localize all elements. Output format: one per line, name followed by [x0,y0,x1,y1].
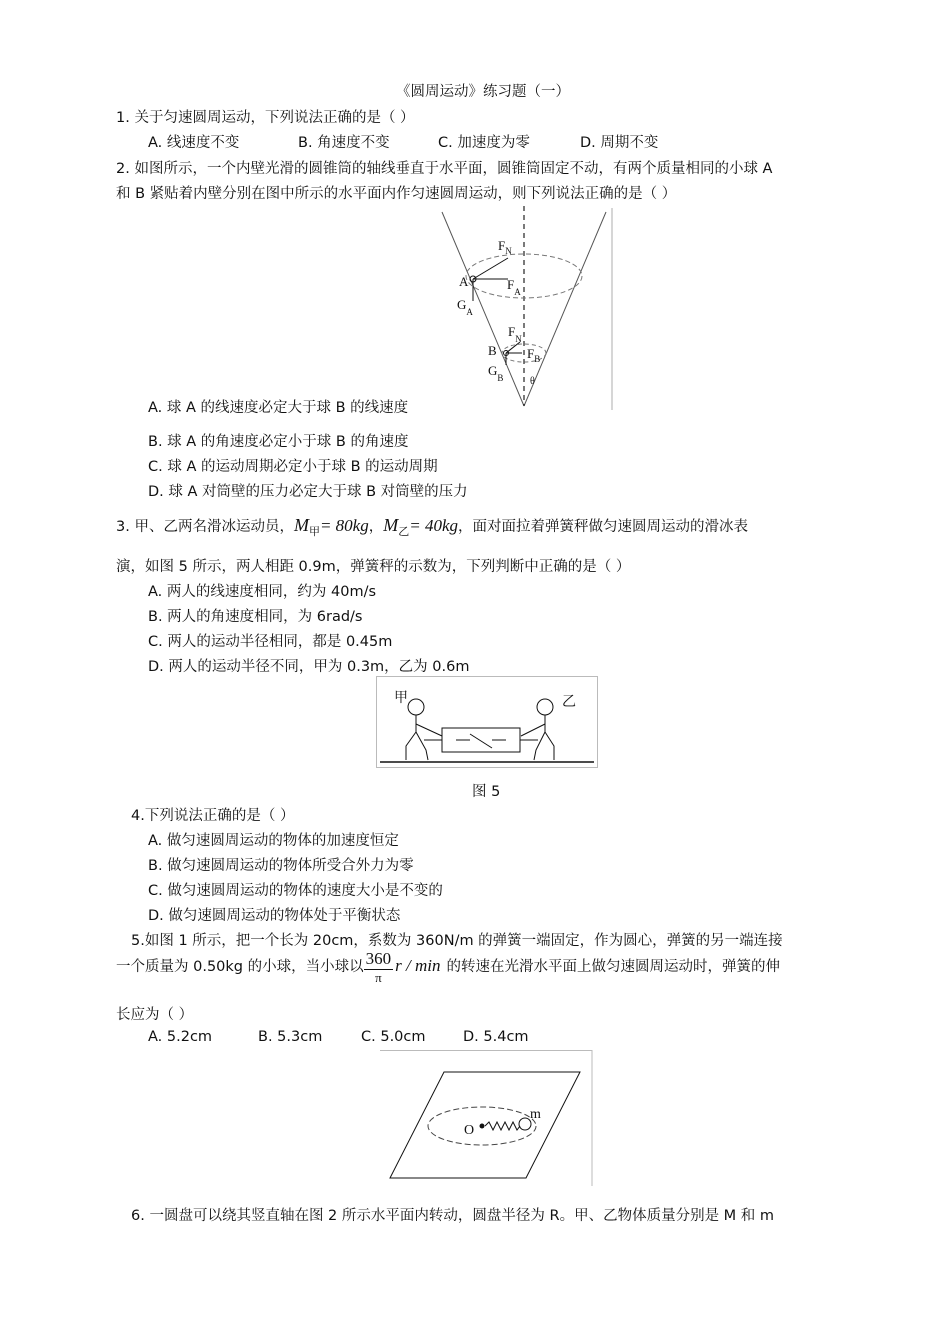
q1-option-a: A. 线速度不变 [148,135,240,151]
q1-option-b: B. 角速度不变 [298,135,390,151]
q4-option-c: C. 做匀速圆周运动的物体的速度大小是不变的 [148,883,443,899]
q6-stem-line1: 6. 一圆盘可以绕其竖直轴在图 2 所示水平面内转动，圆盘半径为 R。甲、乙物体质量分别是 M 和 m [131,1208,775,1224]
skater-jia-arm [416,724,442,736]
cone-right-wall [524,212,606,406]
q3-option-b: B. 两人的角速度相同，为 6rad/s [148,609,363,625]
q2-option-a: A. 球 A 的线速度必定大于球 B 的线速度 [148,400,409,416]
q3-suffix: ，面对面拉着弹簧秤做匀速圆周运动的滑冰表 [458,519,749,535]
q4-stem: 4.下列说法正确的是（ ） [131,808,295,824]
label-theta: θ [530,376,535,387]
q2-option-b: B. 球 A 的角速度必定小于球 B 的角速度 [148,434,409,450]
q2-option-d: D. 球 A 对筒壁的压力必定大于球 B 对筒壁的压力 [148,484,468,500]
q5-stem-line2 [116,948,780,986]
label-a: A [459,274,469,289]
label-gb: $G_B$ [488,363,504,383]
q1-option-d: D. 周期不变 [580,135,659,151]
label-o: O [464,1123,475,1138]
spring-coil [485,1122,520,1130]
label-ga: $G_A$ [457,297,473,317]
q1-stem: 1. 关于匀速圆周运动，下列说法正确的是（ ） [116,110,415,126]
page-title: 《圆周运动》练习题（一） [396,84,570,100]
mass-symbol-jia: M [293,515,309,535]
label-fn-a: $F_N$ [498,238,512,256]
skater-yi-body [545,715,554,760]
mass-subscript-yi: 乙 [398,525,410,538]
skaters-diagram [376,676,598,768]
label-fb: $F_B$ [527,346,541,364]
skater-yi-arm [521,724,545,736]
skater-jia-head [408,699,424,715]
figure-5-caption: 图 5 [472,784,501,800]
rotation-unit: r / min [395,956,441,975]
spring-scale-needle [470,734,492,748]
q3-comma: ， [368,519,384,535]
label-jia: 甲 [394,691,408,706]
q4-option-d: D. 做匀速圆周运动的物体处于平衡状态 [148,908,401,924]
q3-stem-line1 [116,515,748,539]
center-point [480,1124,485,1129]
q3-prefix: 3. 甲、乙两名滑冰运动员， [116,519,294,535]
q3-stem-line2: 演，如图 5 所示，两人相距 0.9m，弹簧秤的示数为，下列判断中正确的是（ ） [116,559,631,575]
q1-option-c: C. 加速度为零 [438,135,530,151]
spring-scale-body [442,728,520,752]
label-fa: $F_A$ [507,277,521,297]
mass-value-jia: = 80kg [319,516,369,535]
q4-option-b: B. 做匀速圆周运动的物体所受合外力为零 [148,858,414,874]
horizontal-plane [390,1072,580,1178]
mass-symbol-yi: M [383,515,399,535]
skater-jia-body [406,715,416,760]
label-m: m [530,1107,541,1122]
mass-subscript-jia: 甲 [308,525,320,538]
q5-stem-line3: 长应为（ ） [116,1007,194,1023]
fraction-denominator: π [375,969,382,985]
label-yi: 乙 [562,695,576,710]
q5-stem-line1: 5.如图 1 所示，把一个长为 20cm，系数为 360N/m 的弹簧一端固定，作为圆心，弹簧的另一端连接 [131,933,783,949]
q2-stem-line2: 和 B 紧贴着内壁分别在图中所示的水平面内作匀速圆周运动，则下列说法正确的是（ ） [116,186,677,202]
cone-diagram [438,206,614,412]
figure-border [377,677,598,768]
label-fn-b: $F_N$ [508,324,522,344]
q3-option-a: A. 两人的线速度相同，约为 40m/s [148,584,377,600]
skater-yi-leg [534,732,545,760]
q5-line2-end: 的转速在光滑水平面上做匀速圆周运动时，弹簧的伸 [446,959,780,975]
mass-value-yi: = 40kg [409,516,459,535]
cone-left-wall [442,212,524,406]
q5-option-c: C. 5.0cm [361,1029,426,1045]
skater-jia-leg [416,732,428,760]
q5-option-a: A. 5.2cm [148,1029,213,1045]
q5-line2-start: 一个质量为 0.50kg 的小球，当小球以 [116,959,364,975]
arrow-fn-a [473,258,508,279]
q2-option-c: C. 球 A 的运动周期必定小于球 B 的运动周期 [148,459,438,475]
q5-option-b: B. 5.3cm [258,1029,323,1045]
spring-plane-diagram [380,1050,594,1186]
q3-option-d: D. 两人的运动半径不同，甲为 0.3m，乙为 0.6m [148,659,470,675]
fraction-numerator: 360 [365,948,392,968]
rotation-fraction [364,949,394,986]
q5-option-d: D. 5.4cm [463,1029,529,1045]
skater-yi-head [537,699,553,715]
label-b: B [488,343,497,358]
q3-option-c: C. 两人的运动半径相同，都是 0.45m [148,634,393,650]
q4-option-a: A. 做匀速圆周运动的物体的加速度恒定 [148,833,399,849]
q2-stem-line1: 2. 如图所示，一个内壁光滑的圆锥筒的轴线垂直于水平面，圆锥筒固定不动，有两个质量相同的小球 A [116,161,773,177]
